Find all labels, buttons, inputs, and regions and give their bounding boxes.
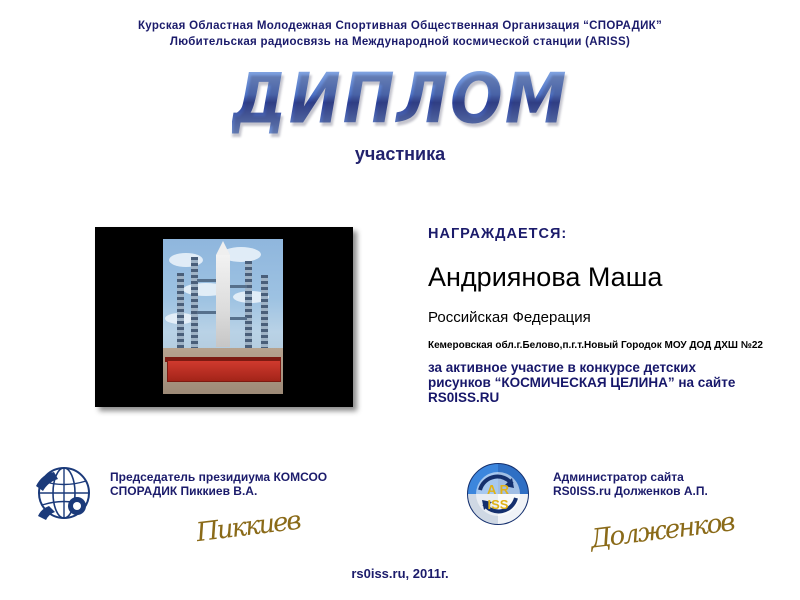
gantry-tower <box>191 257 198 353</box>
signature-left-line-1: Председатель президиума КОМСОО <box>110 470 328 484</box>
artwork-image <box>163 239 283 394</box>
rocket-icon <box>216 255 230 347</box>
signature-mark-right: Долженков <box>588 507 736 555</box>
gantry-arm <box>229 317 247 320</box>
recipient-country: Российская Федерация <box>428 309 591 326</box>
footer-text: rs0iss.ru, 2011г. <box>351 566 449 581</box>
recipient-school: Кемеровская обл.г.Белово,п.г.т.Новый Городок МОУ ДОД ДХШ №22 <box>428 340 763 351</box>
gantry-tower <box>245 261 252 353</box>
gantry-arm <box>197 311 217 314</box>
header <box>0 18 800 50</box>
signature-left-line-2: СПОРАДИК Пиккиев В.А. <box>110 484 258 498</box>
signature-mark-left: Пиккиев <box>194 505 302 549</box>
recipient-name: Андриянова Маша <box>428 262 663 292</box>
page-subtitle: участника <box>354 144 446 164</box>
signature-block-left <box>110 470 327 498</box>
signature-right-line-2: RS0ISS.ru Долженков А.П. <box>553 484 708 498</box>
ariss-logo-text-top: A R <box>487 482 509 497</box>
gantry-tower <box>177 273 184 353</box>
komsoo-sporadik-logo <box>33 462 95 524</box>
gantry-arm <box>229 285 247 288</box>
artwork-frame <box>95 227 353 407</box>
award-reason: за активное участие в конкурсе детских рисунков “КОСМИЧЕСКАЯ ЦЕЛИНА” на сайте RS0ISS.RU <box>428 360 736 405</box>
signature-right-line-1: Администратор сайта <box>553 470 684 484</box>
gantry-arm <box>197 279 217 282</box>
page-title-text: ДИПЛОМ <box>231 57 569 140</box>
page-title <box>0 57 800 140</box>
gantry-tower <box>261 275 268 353</box>
red-wall <box>167 360 281 382</box>
ariss-logo-text-bottom: ISS <box>487 497 509 512</box>
award-label: НАГРАЖДАЕТСЯ: <box>428 226 568 242</box>
header-line-2: Любительская радиосвязь на Международной космической станции (ARISS) <box>169 36 631 48</box>
ariss-logo <box>466 462 530 526</box>
header-line-1: Курская Областная Молодежная Спортивная Общественная Организация “СПОРАДИК” <box>137 20 663 32</box>
signature-block-right <box>553 470 708 498</box>
